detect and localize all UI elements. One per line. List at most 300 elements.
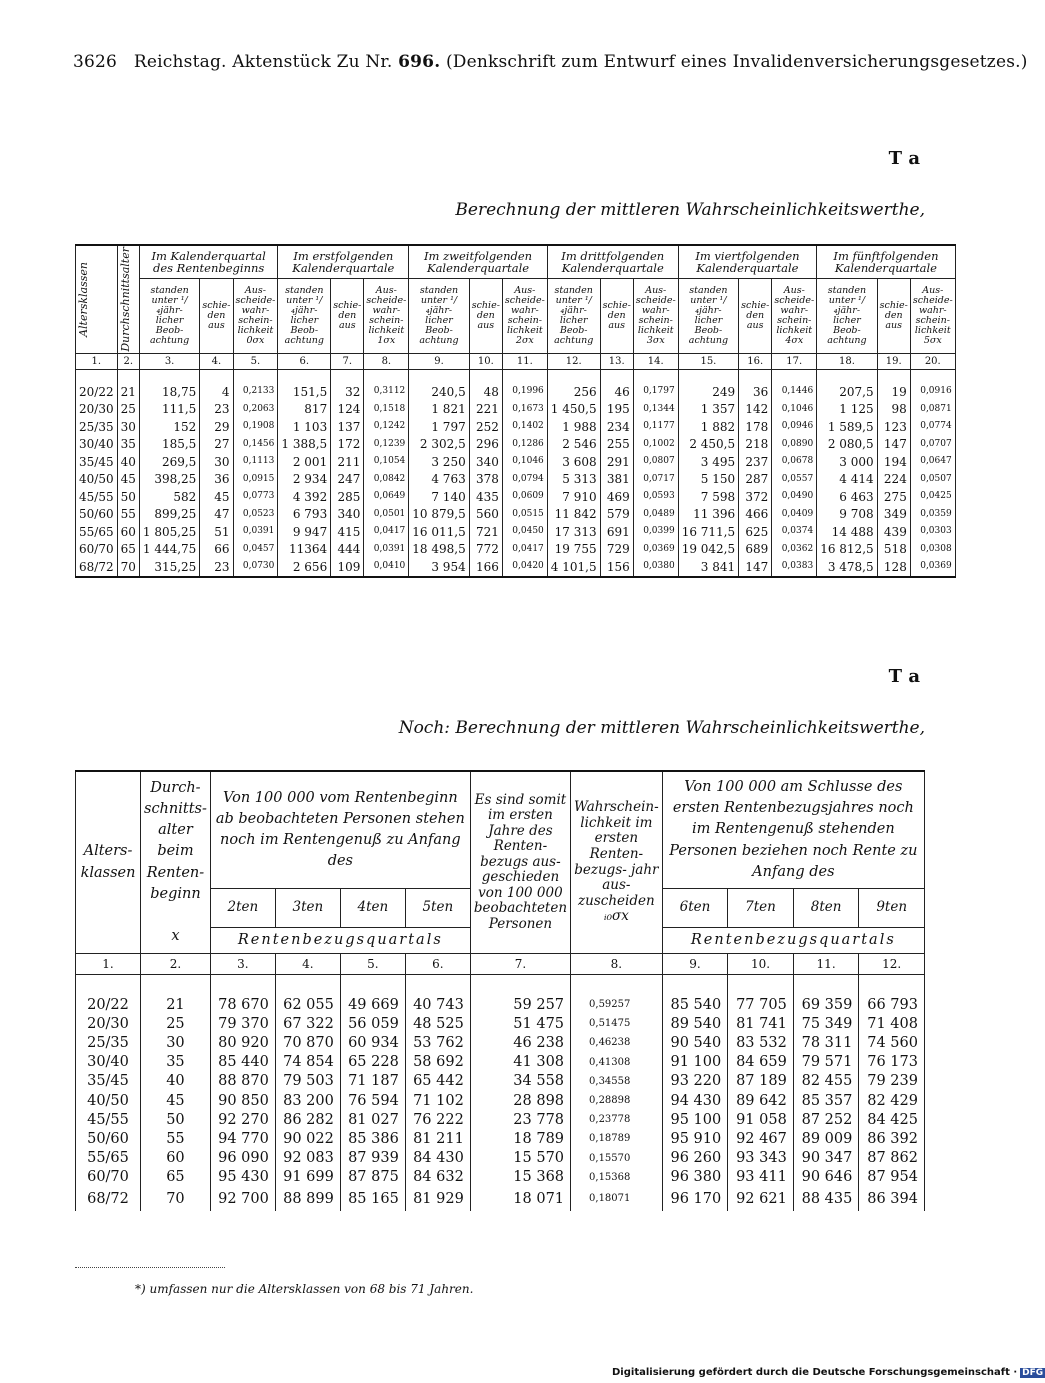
t1-cell: 48 — [469, 384, 502, 402]
t1-spacer-cell — [877, 369, 910, 384]
t2-row — [76, 1091, 925, 1110]
t1-cell: 372 — [739, 489, 772, 507]
t1-cell: 0,1402 — [502, 419, 547, 437]
t1-cell: 1 589,5 — [817, 419, 877, 437]
t1-cell: 466 — [739, 506, 772, 524]
t1-sub-ausscheide — [502, 279, 547, 353]
t1-col-number: 8. — [364, 353, 409, 369]
t2-group-left: Von 100 000 vom Rentenbeginn ab beobachteten Personen stehen noch im Rentengenuß zu Anfang des — [210, 771, 470, 889]
t2-cell: 91 699 — [275, 1168, 340, 1187]
t1-cell: 1 444,75 — [139, 541, 199, 559]
t2-cell: 71 408 — [859, 1014, 925, 1033]
t2-col-number: 6. — [405, 954, 470, 975]
t1-col-number: 11. — [502, 353, 547, 369]
t1-cell: 378 — [469, 471, 502, 489]
t1-row — [76, 541, 956, 559]
t2-cell: 28 898 — [470, 1091, 570, 1110]
t1-col-number: 2. — [117, 353, 139, 369]
t1-col-number: 14. — [633, 353, 678, 369]
t1-cell: 1 388,5 — [278, 436, 331, 454]
t2-cell: 94 770 — [210, 1129, 275, 1148]
t2-cell: 20/22 — [76, 995, 141, 1014]
table1-label: Ta — [888, 148, 928, 169]
t1-col-number: 17. — [772, 353, 817, 369]
t1-cell: 0,0369 — [633, 541, 678, 559]
t1-sigma-label: 0σx — [246, 335, 265, 346]
t1-cell: 0,3112 — [364, 384, 409, 402]
t1-cell: 1 103 — [278, 419, 331, 437]
t1-sub-ausscheide — [910, 279, 955, 353]
t1-cell: 285 — [331, 489, 364, 507]
t1-cell: 172 — [331, 436, 364, 454]
t1-cell: 0,0308 — [910, 541, 955, 559]
t1-cell: 4 763 — [409, 471, 469, 489]
t2-cell: 55 — [141, 1129, 211, 1148]
t1-cell: 0,0417 — [502, 541, 547, 559]
t1-cell: 27 — [200, 436, 233, 454]
t1-cell: 0,1177 — [633, 419, 678, 437]
t1-col-number: 7. — [331, 353, 364, 369]
t2-cell: 60/70 — [76, 1168, 141, 1187]
t2-cell: 88 899 — [275, 1187, 340, 1211]
t1-cell: 55 — [117, 506, 139, 524]
t1-cell: 0,0417 — [364, 524, 409, 542]
t1-spacer-cell — [910, 369, 955, 384]
t1-col-number: 9. — [409, 353, 469, 369]
t1-cell: 691 — [600, 524, 633, 542]
t1-cell: 0,1286 — [502, 436, 547, 454]
t2-cell: 92 700 — [210, 1187, 275, 1211]
t1-col-durchschnitt: Durchschnittsalter — [117, 245, 139, 353]
t1-cell: 16 711,5 — [678, 524, 738, 542]
t1-cell: 6 463 — [817, 489, 877, 507]
t1-col-number: 15. — [678, 353, 738, 369]
t1-cell: 0,0399 — [633, 524, 678, 542]
t2-cell: 92 467 — [728, 1129, 794, 1148]
t1-cell: 30 — [200, 454, 233, 472]
table1-title: Berechnung der mittleren Wahrscheinlichkeitswerthe, — [455, 200, 925, 220]
t2-cell: 68/72 — [76, 1187, 141, 1211]
t1-cell: 0,1996 — [502, 384, 547, 402]
t1-cell: 178 — [739, 419, 772, 437]
t2-quarter-right: 7ten — [728, 889, 794, 928]
t1-cell: 0,0420 — [502, 559, 547, 578]
t1-cell: 3 478,5 — [817, 559, 877, 578]
t1-cell: 207,5 — [817, 384, 877, 402]
t1-cell: 47 — [200, 506, 233, 524]
t1-cell: 111,5 — [139, 401, 199, 419]
t1-cell: 123 — [877, 419, 910, 437]
t1-cell: 0,0647 — [910, 454, 955, 472]
t2-cell: 60 934 — [340, 1033, 405, 1052]
t1-col-number: 10. — [469, 353, 502, 369]
t2-cell: 40 — [141, 1072, 211, 1091]
t2-cell: 89 009 — [793, 1129, 859, 1148]
t1-spacer-cell — [331, 369, 364, 384]
t1-cell: 70 — [117, 559, 139, 578]
t1-cell: 0,0362 — [772, 541, 817, 559]
t1-cell: 128 — [877, 559, 910, 578]
t1-sub-ausscheide — [364, 279, 409, 353]
t1-cell: 3 954 — [409, 559, 469, 578]
t1-spacer-cell — [772, 369, 817, 384]
t1-cell: 0,1239 — [364, 436, 409, 454]
t1-cell: 0,2063 — [233, 401, 278, 419]
t1-group-5: Im viertfolgenden Kalenderquartale — [678, 245, 817, 279]
footnote-rule — [75, 1267, 225, 1268]
t1-cell: 30 — [117, 419, 139, 437]
t1-cell: 124 — [331, 401, 364, 419]
t1-cell: 2 302,5 — [409, 436, 469, 454]
t1-cell: 0,0707 — [910, 436, 955, 454]
t2-cell: 85 386 — [340, 1129, 405, 1148]
t2-cell: 40/50 — [76, 1091, 141, 1110]
t1-row — [76, 559, 956, 578]
t1-cell: 147 — [877, 436, 910, 454]
t2-cell: 30/40 — [76, 1053, 141, 1072]
t2-cell: 45/55 — [76, 1110, 141, 1129]
t1-cell: 296 — [469, 436, 502, 454]
t1-cell: 435 — [469, 489, 502, 507]
t2-cell: 84 430 — [405, 1149, 470, 1168]
t1-sub-schieden: schie- den aus — [739, 279, 772, 353]
t1-cell: 166 — [469, 559, 502, 578]
t1-cell: 3 250 — [409, 454, 469, 472]
t2-col-number: 1. — [76, 954, 141, 975]
t1-cell: 1 797 — [409, 419, 469, 437]
t2-cell: 48 525 — [405, 1014, 470, 1033]
t2-cell: 21 — [141, 995, 211, 1014]
t1-cell: 98 — [877, 401, 910, 419]
t1-cell: 32 — [331, 384, 364, 402]
t2-cell: 0,59257 — [571, 995, 663, 1014]
t1-cell: 0,1054 — [364, 454, 409, 472]
t2-cell: 76 222 — [405, 1110, 470, 1129]
t1-cell: 729 — [600, 541, 633, 559]
t1-sub-standen: standen unter ¹/₄jähr- licher Beob- achtung — [278, 279, 331, 353]
t2-cell: 93 411 — [728, 1168, 794, 1187]
t1-cell: 4 — [200, 384, 233, 402]
header-number: 696. — [398, 52, 441, 72]
t2-cell: 0,18071 — [571, 1187, 663, 1211]
t2-body — [76, 975, 925, 1211]
t2-cell: 96 380 — [662, 1168, 728, 1187]
t1-cell: 0,0501 — [364, 506, 409, 524]
t2-quarter-right: 9ten — [859, 889, 925, 928]
t1-spacer-cell — [117, 369, 139, 384]
t1-cell: 0,0369 — [910, 559, 955, 578]
t1-cell: 0,1797 — [633, 384, 678, 402]
t1-col-number: 5. — [233, 353, 278, 369]
t2-cell: 25 — [141, 1014, 211, 1033]
t1-cell: 45 — [117, 471, 139, 489]
t1-cell: 1 357 — [678, 401, 738, 419]
t2-cell: 90 347 — [793, 1149, 859, 1168]
t1-cell: 9 708 — [817, 506, 877, 524]
t2-cell: 84 425 — [859, 1110, 925, 1129]
t1-cell: 255 — [600, 436, 633, 454]
t1-cell: 16 812,5 — [817, 541, 877, 559]
t2-spacer-cell — [141, 975, 211, 996]
t2-row — [76, 1033, 925, 1052]
t2-group-right: Von 100 000 am Schlusse des ersten Rentenbezugsjahres noch im Rentengenuß stehenden Personen beziehen noch Rente zu Anfang des — [662, 771, 924, 889]
t1-cell: 249 — [678, 384, 738, 402]
t1-cell: 9 947 — [278, 524, 331, 542]
t1-cell: 1 882 — [678, 419, 738, 437]
t2-cell: 49 669 — [340, 995, 405, 1014]
t2-quarter-left: 2ten — [210, 889, 275, 928]
t1-col-number: 1. — [76, 353, 118, 369]
t1-spacer-cell — [278, 369, 331, 384]
t1-cell: 194 — [877, 454, 910, 472]
t1-cell: 269,5 — [139, 454, 199, 472]
t1-cell: 20/30 — [76, 401, 118, 419]
t1-cell: 7 910 — [547, 489, 600, 507]
t2-cell: 35 — [141, 1053, 211, 1072]
t1-cell: 3 000 — [817, 454, 877, 472]
t2-col-number: 8. — [571, 954, 663, 975]
t1-cell: 3 608 — [547, 454, 600, 472]
t1-row — [76, 471, 956, 489]
t1-cell: 0,1446 — [772, 384, 817, 402]
t1-cell: 142 — [739, 401, 772, 419]
t2-spacer-cell — [728, 975, 794, 996]
t2-spacer-cell — [76, 975, 141, 996]
t1-spacer-cell — [600, 369, 633, 384]
t1-spacer-cell — [364, 369, 409, 384]
t1-col-number: 13. — [600, 353, 633, 369]
t2-cell: 69 359 — [793, 995, 859, 1014]
t2-spacer-cell — [571, 975, 663, 996]
t1-cell: 1 805,25 — [139, 524, 199, 542]
t1-row — [76, 454, 956, 472]
t2-cell: 60 — [141, 1149, 211, 1168]
t1-cell: 0,0794 — [502, 471, 547, 489]
t1-cell: 18,75 — [139, 384, 199, 402]
t1-spacer-cell — [678, 369, 738, 384]
t1-cell: 35 — [117, 436, 139, 454]
page-header — [73, 52, 1028, 72]
t2-cell: 87 954 — [859, 1168, 925, 1187]
t2-cell: 76 594 — [340, 1091, 405, 1110]
t2-cell: 79 571 — [793, 1053, 859, 1072]
t2-cell: 81 741 — [728, 1014, 794, 1033]
t1-spacer-cell — [817, 369, 877, 384]
t1-cell: 195 — [600, 401, 633, 419]
t1-sub-ausscheide-label: Aus- scheide- wahr- schein- lichkeit — [774, 285, 815, 337]
t1-sub-ausscheide-label: Aus- scheide- wahr- schein- lichkeit — [635, 285, 676, 337]
t2-col-alters: Alters- klassen — [76, 771, 141, 954]
t1-cell: 221 — [469, 401, 502, 419]
t2-cell: 15 570 — [470, 1149, 570, 1168]
t1-cell: 0,0807 — [633, 454, 678, 472]
t1-cell: 0,0890 — [772, 436, 817, 454]
t1-cell: 899,25 — [139, 506, 199, 524]
t1-cell: 60 — [117, 524, 139, 542]
t2-cell: 20/30 — [76, 1014, 141, 1033]
t1-cell: 469 — [600, 489, 633, 507]
t1-cell: 349 — [877, 506, 910, 524]
t1-cell: 291 — [600, 454, 633, 472]
t2-spacer-row — [76, 975, 925, 996]
t2-sub-left: Rentenbezugsquartals — [210, 928, 470, 954]
t1-cell: 23 — [200, 559, 233, 578]
t1-cell: 721 — [469, 524, 502, 542]
t1-cell: 0,1456 — [233, 436, 278, 454]
t1-cell: 381 — [600, 471, 633, 489]
t1-cell: 2 001 — [278, 454, 331, 472]
t2-col-number: 5. — [340, 954, 405, 975]
t2-spacer-cell — [340, 975, 405, 996]
t1-cell: 0,1518 — [364, 401, 409, 419]
t2-cell: 25/35 — [76, 1033, 141, 1052]
t1-cell: 579 — [600, 506, 633, 524]
t2-cell: 76 173 — [859, 1053, 925, 1072]
t1-cell: 21 — [117, 384, 139, 402]
t1-cell: 35/45 — [76, 454, 118, 472]
t2-col-number: 4. — [275, 954, 340, 975]
t2-cell: 91 058 — [728, 1110, 794, 1129]
t2-cell: 53 762 — [405, 1033, 470, 1052]
t1-spacer-cell — [547, 369, 600, 384]
t1-spacer-cell — [409, 369, 469, 384]
t1-cell: 0,2133 — [233, 384, 278, 402]
table2-label: Ta — [888, 666, 928, 687]
t1-cell: 4 101,5 — [547, 559, 600, 578]
t1-cell: 36 — [200, 471, 233, 489]
t2-cell: 88 870 — [210, 1072, 275, 1091]
t2-cell: 30 — [141, 1033, 211, 1052]
t1-cell: 689 — [739, 541, 772, 559]
t1-col-number: 20. — [910, 353, 955, 369]
t2-cell: 0,23778 — [571, 1110, 663, 1129]
t1-cell: 0,0489 — [633, 506, 678, 524]
t2-spacer-cell — [275, 975, 340, 996]
t1-cell: 218 — [739, 436, 772, 454]
t2-spacer-cell — [859, 975, 925, 996]
t1-cell: 0,0383 — [772, 559, 817, 578]
t1-cell: 772 — [469, 541, 502, 559]
credit-text: Digitalisierung gefördert durch die Deutsche Forschungsgemeinschaft · — [612, 1367, 1018, 1378]
t2-row — [76, 1168, 925, 1187]
t2-cell: 81 929 — [405, 1187, 470, 1211]
t2-cell: 75 349 — [793, 1014, 859, 1033]
t1-cell: 40 — [117, 454, 139, 472]
t1-cell: 2 450,5 — [678, 436, 738, 454]
t1-cell: 0,0717 — [633, 471, 678, 489]
t1-cell: 0,1046 — [502, 454, 547, 472]
t2-cell: 18 071 — [470, 1187, 570, 1211]
t2-quarter-right: 6ten — [662, 889, 728, 928]
t2-cell: 71 102 — [405, 1091, 470, 1110]
t1-cell: 2 546 — [547, 436, 600, 454]
t1-spacer-cell — [739, 369, 772, 384]
t2-cell: 70 — [141, 1187, 211, 1211]
t2-col-number: 12. — [859, 954, 925, 975]
t1-cell: 0,1242 — [364, 419, 409, 437]
t2-cell: 82 429 — [859, 1091, 925, 1110]
t1-col-number: 3. — [139, 353, 199, 369]
t1-col-number: 4. — [200, 353, 233, 369]
t2-col-number: 9. — [662, 954, 728, 975]
t1-sub-schieden: schie- den aus — [469, 279, 502, 353]
t2-cell: 92 083 — [275, 1149, 340, 1168]
t1-sigma-label: 3σx — [646, 335, 665, 346]
t1-cell: 2 934 — [278, 471, 331, 489]
t1-cell: 0,0425 — [910, 489, 955, 507]
t1-cell: 19 — [877, 384, 910, 402]
t1-spacer-cell — [139, 369, 199, 384]
t1-group-2: Im erstfolgenden Kalenderquartale — [278, 245, 409, 279]
t1-cell: 0,0842 — [364, 471, 409, 489]
t1-cell: 0,0374 — [772, 524, 817, 542]
t1-subheader-row — [76, 279, 956, 353]
t1-cell: 45 — [200, 489, 233, 507]
t2-cell: 67 322 — [275, 1014, 340, 1033]
t1-body — [76, 369, 956, 577]
t2-cell: 87 875 — [340, 1168, 405, 1187]
t2-cell: 50 — [141, 1110, 211, 1129]
t1-cell: 0,0410 — [364, 559, 409, 578]
t2-col-number: 2. — [141, 954, 211, 975]
t1-cell: 247 — [331, 471, 364, 489]
t2-cell: 66 793 — [859, 995, 925, 1014]
t1-cell: 5 150 — [678, 471, 738, 489]
t1-cell: 5 313 — [547, 471, 600, 489]
t2-cell: 0,28898 — [571, 1091, 663, 1110]
t1-cell: 0,0457 — [233, 541, 278, 559]
t2-cell: 65 442 — [405, 1072, 470, 1091]
t2-cell: 92 270 — [210, 1110, 275, 1129]
t1-cell: 51 — [200, 524, 233, 542]
footnote: *) umfassen nur die Altersklassen von 68 bis 71 Jahren. — [135, 1282, 474, 1296]
t2-cell: 56 059 — [340, 1014, 405, 1033]
t1-spacer-cell — [76, 369, 118, 384]
t2-cell: 70 870 — [275, 1033, 340, 1052]
t2-cell: 96 170 — [662, 1187, 728, 1211]
t1-cell: 0,0450 — [502, 524, 547, 542]
t1-cell: 36 — [739, 384, 772, 402]
t2-cell: 55/65 — [76, 1149, 141, 1168]
t2-cell: 85 165 — [340, 1187, 405, 1211]
t2-cell: 74 560 — [859, 1033, 925, 1052]
t1-row — [76, 506, 956, 524]
t1-cell: 0,1344 — [633, 401, 678, 419]
t1-cell: 0,1113 — [233, 454, 278, 472]
t1-col-number: 19. — [877, 353, 910, 369]
t1-cell: 560 — [469, 506, 502, 524]
t2-cell: 15 368 — [470, 1168, 570, 1187]
t2-cell: 79 239 — [859, 1072, 925, 1091]
t1-sigma-label: 4σx — [785, 335, 804, 346]
t1-cell: 7 598 — [678, 489, 738, 507]
t2-cell: 83 200 — [275, 1091, 340, 1110]
t2-cell: 18 789 — [470, 1129, 570, 1148]
t1-cell: 30/40 — [76, 436, 118, 454]
t1-cell: 25 — [117, 401, 139, 419]
t1-cell: 582 — [139, 489, 199, 507]
t1-cell: 0,0515 — [502, 506, 547, 524]
t1-sub-ausscheide-label: Aus- scheide- wahr- schein- lichkeit — [504, 285, 545, 337]
t1-cell: 1 821 — [409, 401, 469, 419]
t2-cell: 46 238 — [470, 1033, 570, 1052]
t2-cell: 89 540 — [662, 1014, 728, 1033]
t1-row — [76, 436, 956, 454]
t2-cell: 86 282 — [275, 1110, 340, 1129]
t2-cell: 93 343 — [728, 1149, 794, 1168]
t1-cell: 14 488 — [817, 524, 877, 542]
t2-cell: 81 027 — [340, 1110, 405, 1129]
